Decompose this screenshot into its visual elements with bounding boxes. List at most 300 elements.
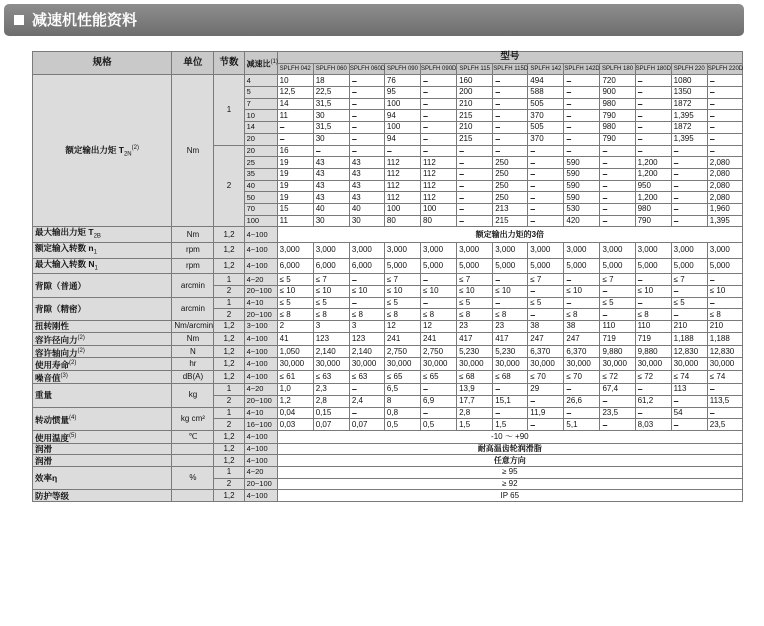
value-cell: ≤ 8 bbox=[457, 309, 493, 321]
value-cell: 100 bbox=[421, 203, 457, 215]
value-cell: – bbox=[600, 168, 635, 180]
value-cell: 1,188 bbox=[707, 332, 742, 345]
value-cell: – bbox=[493, 110, 528, 122]
value-cell: – bbox=[349, 87, 384, 99]
value-cell: 100 bbox=[384, 122, 420, 134]
value-cell: 10 bbox=[277, 75, 313, 87]
value-cell: 1,5 bbox=[493, 419, 528, 431]
value-cell: 210 bbox=[457, 122, 493, 134]
value-cell: 94 bbox=[384, 133, 420, 145]
ratio-cell: 20~100 bbox=[244, 309, 277, 321]
noise-row bbox=[33, 371, 743, 384]
value-cell: ≤ 8 bbox=[349, 309, 384, 321]
value-cell: 11 bbox=[277, 215, 313, 227]
ratio-cell: 25 bbox=[244, 157, 277, 169]
value-cell: 29 bbox=[528, 384, 564, 396]
unit-cell: dB(A) bbox=[172, 371, 214, 384]
unit-cell: Nm bbox=[172, 332, 214, 345]
value-cell: ≤ 10 bbox=[564, 286, 600, 298]
value-cell: 3,000 bbox=[313, 243, 349, 259]
value-span: 任意方向 bbox=[277, 455, 742, 467]
value-cell: ≤ 10 bbox=[384, 286, 420, 298]
value-cell: – bbox=[528, 168, 564, 180]
stage-cell: 1,2 bbox=[214, 430, 244, 443]
value-cell: 3 bbox=[349, 321, 384, 333]
value-cell: 1,200 bbox=[635, 157, 671, 169]
footnote-mark: (2) bbox=[77, 334, 85, 341]
footnote-mark: (2) bbox=[69, 360, 77, 367]
stage-cell: 1,2 bbox=[214, 227, 244, 243]
value-cell: – bbox=[457, 192, 493, 204]
value-cell: 6,9 bbox=[421, 395, 457, 407]
value-cell: 30,000 bbox=[493, 358, 528, 371]
value-cell: – bbox=[349, 274, 384, 286]
value-cell: 18 bbox=[313, 75, 349, 87]
value-cell: 12 bbox=[421, 321, 457, 333]
unit-cell: arcmin bbox=[172, 274, 214, 297]
value-cell: 43 bbox=[349, 157, 384, 169]
value-cell: – bbox=[528, 157, 564, 169]
temp-label bbox=[33, 430, 172, 443]
value-cell: – bbox=[564, 297, 600, 309]
label-text: 效率η bbox=[35, 473, 58, 484]
value-cell: ≤ 65 bbox=[384, 371, 420, 384]
value-cell: – bbox=[635, 110, 671, 122]
ratio-cell: 20~100 bbox=[244, 395, 277, 407]
value-cell: – bbox=[349, 110, 384, 122]
value-cell: 1,5 bbox=[457, 419, 493, 431]
value-cell: – bbox=[493, 133, 528, 145]
value-cell: 1,188 bbox=[671, 332, 707, 345]
lube-label bbox=[33, 443, 172, 455]
value-cell: ≤ 72 bbox=[600, 371, 635, 384]
model-name: SPLFH 060D bbox=[349, 63, 384, 75]
value-span: ≥ 95 bbox=[277, 467, 742, 479]
value-cell: 12 bbox=[384, 321, 420, 333]
rated_speed-label bbox=[33, 243, 172, 259]
value-cell: 30,000 bbox=[349, 358, 384, 371]
unit-cell: Nm/arcmin bbox=[172, 321, 214, 333]
value-cell: 0,07 bbox=[313, 419, 349, 431]
value-cell: 123 bbox=[313, 332, 349, 345]
model-name: SPLFH 142 bbox=[528, 63, 564, 75]
value-cell: ≤ 7 bbox=[313, 274, 349, 286]
value-cell: 1,960 bbox=[707, 203, 742, 215]
backlash_std-label bbox=[33, 274, 172, 297]
ratio-cell: 4~100 bbox=[244, 258, 277, 274]
model-name: SPLFH 060 bbox=[313, 63, 349, 75]
value-cell: – bbox=[349, 75, 384, 87]
value-cell: – bbox=[707, 384, 742, 396]
ratio-cell: 4~100 bbox=[244, 443, 277, 455]
label-text: 最大输出力矩 T bbox=[35, 227, 94, 238]
lube-row bbox=[33, 443, 743, 455]
subscript: 2N bbox=[123, 151, 132, 158]
value-cell: 5,1 bbox=[564, 419, 600, 431]
value-cell: – bbox=[671, 286, 707, 298]
value-cell: ≤ 74 bbox=[671, 371, 707, 384]
stage-cell: 1 bbox=[214, 297, 244, 309]
value-cell: 241 bbox=[421, 332, 457, 345]
ratio-cell: 14 bbox=[244, 122, 277, 134]
value-cell: – bbox=[421, 98, 457, 110]
value-cell: – bbox=[671, 395, 707, 407]
header-ratio bbox=[244, 52, 277, 75]
label-text: 额定输入转数 n bbox=[35, 243, 94, 253]
value-cell: ≤ 10 bbox=[707, 286, 742, 298]
value-cell: 123 bbox=[349, 332, 384, 345]
value-cell: – bbox=[421, 122, 457, 134]
value-cell: – bbox=[600, 286, 635, 298]
value-span: 额定输出力矩的3倍 bbox=[277, 227, 742, 243]
value-cell: 54 bbox=[671, 407, 707, 419]
value-cell: – bbox=[564, 384, 600, 396]
efficiency-label bbox=[33, 467, 172, 490]
radial-row bbox=[33, 332, 743, 345]
value-cell: 210 bbox=[707, 321, 742, 333]
value-cell: 1,200 bbox=[635, 168, 671, 180]
stage-cell: 1,2 bbox=[214, 332, 244, 345]
value-cell: – bbox=[635, 87, 671, 99]
value-cell: 23 bbox=[493, 321, 528, 333]
value-cell: 1,2 bbox=[277, 395, 313, 407]
value-cell: – bbox=[384, 145, 420, 157]
value-cell: ≤ 10 bbox=[493, 286, 528, 298]
value-cell: – bbox=[707, 133, 742, 145]
value-cell: – bbox=[528, 286, 564, 298]
footnote-mark: (4) bbox=[69, 414, 77, 421]
value-cell: – bbox=[564, 87, 600, 99]
value-cell: 1,395 bbox=[707, 215, 742, 227]
value-cell: – bbox=[528, 419, 564, 431]
stiffness-row bbox=[33, 321, 743, 333]
value-cell: 100 bbox=[384, 203, 420, 215]
value-cell: 790 bbox=[600, 110, 635, 122]
value-cell: 112 bbox=[421, 157, 457, 169]
label-text: 防护等级 bbox=[35, 490, 70, 501]
value-cell: 247 bbox=[528, 332, 564, 345]
ratio-cell: 10 bbox=[244, 110, 277, 122]
value-cell: – bbox=[671, 309, 707, 321]
value-cell: 112 bbox=[384, 168, 420, 180]
label-text: 重量 bbox=[35, 390, 53, 401]
value-cell: 1872 bbox=[671, 122, 707, 134]
value-cell: ≤ 8 bbox=[564, 309, 600, 321]
value-cell: – bbox=[671, 419, 707, 431]
model-name: SPLFH 142D bbox=[564, 63, 600, 75]
value-cell: 215 bbox=[493, 215, 528, 227]
value-cell: ≤ 63 bbox=[313, 371, 349, 384]
value-cell: 200 bbox=[457, 87, 493, 99]
value-cell: 2,080 bbox=[707, 168, 742, 180]
value-cell: – bbox=[421, 87, 457, 99]
value-cell: 590 bbox=[564, 180, 600, 192]
value-cell: 1350 bbox=[671, 87, 707, 99]
value-cell: 3,000 bbox=[421, 243, 457, 259]
value-cell: 30,000 bbox=[384, 358, 420, 371]
value-cell: – bbox=[564, 122, 600, 134]
value-cell: 31,5 bbox=[313, 122, 349, 134]
value-cell: 5,000 bbox=[564, 258, 600, 274]
value-cell: 30,000 bbox=[277, 358, 313, 371]
section-banner bbox=[4, 4, 744, 36]
value-cell: 3,000 bbox=[635, 243, 671, 259]
value-cell: 5,000 bbox=[493, 258, 528, 274]
value-cell: ≤ 8 bbox=[493, 309, 528, 321]
value-cell: – bbox=[349, 133, 384, 145]
value-cell: 2,080 bbox=[707, 192, 742, 204]
stage-cell: 1,2 bbox=[214, 345, 244, 358]
value-cell: 3,000 bbox=[600, 243, 635, 259]
value-cell: – bbox=[707, 87, 742, 99]
ratio-cell: 4~100 bbox=[244, 371, 277, 384]
value-cell: 112 bbox=[421, 192, 457, 204]
label-text: 扭转刚性 bbox=[35, 321, 70, 332]
value-cell: 23,5 bbox=[600, 407, 635, 419]
value-cell: 23 bbox=[457, 321, 493, 333]
ratio-cell: 20 bbox=[244, 133, 277, 145]
ratio-cell: 4~20 bbox=[244, 384, 277, 396]
value-cell: – bbox=[635, 274, 671, 286]
value-cell: ≤ 8 bbox=[707, 309, 742, 321]
ratio-cell: 20 bbox=[244, 145, 277, 157]
ratio-cell: 4~100 bbox=[244, 345, 277, 358]
value-cell: 6,000 bbox=[313, 258, 349, 274]
value-cell: 2,3 bbox=[313, 384, 349, 396]
value-cell: 76 bbox=[384, 75, 420, 87]
value-span: ≥ 92 bbox=[277, 478, 742, 490]
inertia-label bbox=[33, 407, 172, 430]
value-cell: 12,830 bbox=[671, 345, 707, 358]
value-cell: 6,370 bbox=[528, 345, 564, 358]
value-cell: – bbox=[421, 384, 457, 396]
value-cell: 1,0 bbox=[277, 384, 313, 396]
value-cell: ≤ 61 bbox=[277, 371, 313, 384]
value-cell: – bbox=[600, 309, 635, 321]
value-cell: 1,395 bbox=[671, 133, 707, 145]
value-cell: 719 bbox=[635, 332, 671, 345]
backlash_prec-row bbox=[33, 297, 743, 309]
model-name: SPLFH 090 bbox=[384, 63, 420, 75]
value-cell: – bbox=[349, 384, 384, 396]
value-cell: ≤ 7 bbox=[457, 274, 493, 286]
value-cell: 6,370 bbox=[564, 345, 600, 358]
label-text: 背隙（精密） bbox=[35, 303, 87, 314]
value-cell: ≤ 5 bbox=[600, 297, 635, 309]
value-cell: – bbox=[313, 145, 349, 157]
value-cell: 5,000 bbox=[457, 258, 493, 274]
ratio-cell: 4~10 bbox=[244, 297, 277, 309]
value-cell: 13,9 bbox=[457, 384, 493, 396]
value-cell: 370 bbox=[528, 133, 564, 145]
value-cell: 950 bbox=[635, 180, 671, 192]
label-text: 背隙（普通） bbox=[35, 280, 87, 291]
value-cell: – bbox=[493, 274, 528, 286]
unit-cell: ℃ bbox=[172, 430, 214, 443]
stage-cell: 2 bbox=[214, 145, 244, 227]
ratio-cell: 4~100 bbox=[244, 490, 277, 502]
backlash_prec-label bbox=[33, 297, 172, 320]
value-cell: – bbox=[528, 203, 564, 215]
value-cell: 250 bbox=[493, 168, 528, 180]
value-cell: 250 bbox=[493, 192, 528, 204]
max_torque-label bbox=[33, 227, 172, 243]
value-cell: 247 bbox=[564, 332, 600, 345]
model-name: SPLFH 220 bbox=[671, 63, 707, 75]
value-cell: – bbox=[564, 133, 600, 145]
stage-cell: 2 bbox=[214, 309, 244, 321]
value-cell: – bbox=[671, 145, 707, 157]
value-cell: – bbox=[457, 215, 493, 227]
value-cell: – bbox=[600, 419, 635, 431]
value-cell: 790 bbox=[600, 133, 635, 145]
value-cell: ≤ 5 bbox=[277, 297, 313, 309]
value-cell: – bbox=[421, 110, 457, 122]
unit-cell: hr bbox=[172, 358, 214, 371]
value-cell: 590 bbox=[564, 168, 600, 180]
ratio-cell: 3~100 bbox=[244, 321, 277, 333]
ratio-cell: 20~100 bbox=[244, 478, 277, 490]
value-cell: 505 bbox=[528, 122, 564, 134]
value-cell: 16 bbox=[277, 145, 313, 157]
value-cell: – bbox=[349, 122, 384, 134]
value-cell: 505 bbox=[528, 98, 564, 110]
unit-cell: arcmin bbox=[172, 297, 214, 320]
ratio-cell: 7 bbox=[244, 98, 277, 110]
stage-cell: 2 bbox=[214, 419, 244, 431]
value-cell: – bbox=[457, 180, 493, 192]
value-cell: – bbox=[421, 133, 457, 145]
table-row bbox=[33, 75, 743, 87]
value-cell: – bbox=[635, 75, 671, 87]
value-cell: 23,5 bbox=[707, 419, 742, 431]
value-cell: 210 bbox=[457, 98, 493, 110]
value-cell: 215 bbox=[457, 133, 493, 145]
value-cell: 8,03 bbox=[635, 419, 671, 431]
value-cell: 113 bbox=[671, 384, 707, 396]
ratio-cell: 100 bbox=[244, 215, 277, 227]
value-cell: 61,2 bbox=[635, 395, 671, 407]
value-cell: – bbox=[707, 145, 742, 157]
life-row bbox=[33, 358, 743, 371]
value-cell: 5,000 bbox=[600, 258, 635, 274]
footnote-mark: (2) bbox=[131, 144, 139, 151]
label-text: 最大输入转数 N bbox=[35, 258, 95, 269]
value-cell: 3,000 bbox=[564, 243, 600, 259]
unit-cell: kg cm² bbox=[172, 407, 214, 430]
stage-cell: 1,2 bbox=[214, 258, 244, 274]
value-cell: 30 bbox=[313, 133, 349, 145]
value-cell: 6,000 bbox=[277, 258, 313, 274]
value-cell: ≤ 8 bbox=[384, 309, 420, 321]
value-cell: 160 bbox=[457, 75, 493, 87]
value-cell: – bbox=[564, 98, 600, 110]
value-cell: ≤ 10 bbox=[277, 286, 313, 298]
value-cell: 112 bbox=[421, 180, 457, 192]
header-stage: 节数 bbox=[214, 52, 244, 75]
value-cell: – bbox=[421, 297, 457, 309]
value-cell: ≤ 68 bbox=[457, 371, 493, 384]
value-cell: 5,000 bbox=[528, 258, 564, 274]
header-spec: 规格 bbox=[33, 52, 172, 75]
value-cell: 6,5 bbox=[384, 384, 420, 396]
footnote-mark: (1) bbox=[270, 58, 278, 65]
value-cell: 30,000 bbox=[671, 358, 707, 371]
stage-cell: 1,2 bbox=[214, 321, 244, 333]
ratio-cell: 35 bbox=[244, 168, 277, 180]
ratio-cell: 20~100 bbox=[244, 286, 277, 298]
value-cell: – bbox=[277, 122, 313, 134]
value-cell: – bbox=[635, 297, 671, 309]
value-cell: ≤ 70 bbox=[564, 371, 600, 384]
value-cell: – bbox=[528, 145, 564, 157]
value-cell: 80 bbox=[421, 215, 457, 227]
value-cell: 110 bbox=[635, 321, 671, 333]
value-cell: – bbox=[671, 157, 707, 169]
value-cell: 980 bbox=[600, 98, 635, 110]
value-cell: 12,830 bbox=[707, 345, 742, 358]
value-cell: 30,000 bbox=[421, 358, 457, 371]
value-cell: 590 bbox=[564, 192, 600, 204]
torque-label bbox=[33, 75, 172, 227]
value-cell: 40 bbox=[349, 203, 384, 215]
rated_speed-row bbox=[33, 243, 743, 259]
value-cell: 241 bbox=[384, 332, 420, 345]
footnote-mark: (2) bbox=[77, 347, 85, 354]
value-cell: 719 bbox=[600, 332, 635, 345]
unit-cell: Nm bbox=[172, 75, 214, 227]
stiffness-label bbox=[33, 321, 172, 333]
value-cell: – bbox=[457, 145, 493, 157]
unit-cell bbox=[172, 443, 214, 455]
stage-cell: 1 bbox=[214, 407, 244, 419]
value-cell: 100 bbox=[384, 98, 420, 110]
value-cell: 2,080 bbox=[707, 180, 742, 192]
label-text: 润滑 bbox=[35, 455, 53, 466]
value-cell: 250 bbox=[493, 157, 528, 169]
ratio-cell: 4~100 bbox=[244, 332, 277, 345]
subscript: 1 bbox=[93, 249, 97, 256]
value-cell: – bbox=[457, 168, 493, 180]
value-cell: – bbox=[349, 297, 384, 309]
stage-cell: 1,2 bbox=[214, 371, 244, 384]
value-cell: 1080 bbox=[671, 75, 707, 87]
stage-cell: 1,2 bbox=[214, 490, 244, 502]
value-cell: – bbox=[671, 180, 707, 192]
value-cell: 5,000 bbox=[707, 258, 742, 274]
value-cell: ≤ 10 bbox=[635, 286, 671, 298]
value-cell: ≤ 8 bbox=[635, 309, 671, 321]
noise-label bbox=[33, 371, 172, 384]
mount-row bbox=[33, 455, 743, 467]
value-cell: 980 bbox=[600, 122, 635, 134]
value-cell: ≤ 5 bbox=[384, 297, 420, 309]
value-cell: – bbox=[493, 122, 528, 134]
value-cell: – bbox=[671, 192, 707, 204]
value-cell: 250 bbox=[493, 180, 528, 192]
value-cell: 30,000 bbox=[707, 358, 742, 371]
value-cell: 19 bbox=[277, 157, 313, 169]
value-cell: – bbox=[635, 98, 671, 110]
value-cell: ≤ 5 bbox=[313, 297, 349, 309]
value-cell: – bbox=[707, 407, 742, 419]
value-cell: 113,5 bbox=[707, 395, 742, 407]
value-cell: 30 bbox=[349, 215, 384, 227]
value-cell: 112 bbox=[384, 192, 420, 204]
ratio-cell: 4~20 bbox=[244, 467, 277, 479]
axial-label bbox=[33, 345, 172, 358]
value-cell: 9,880 bbox=[600, 345, 635, 358]
